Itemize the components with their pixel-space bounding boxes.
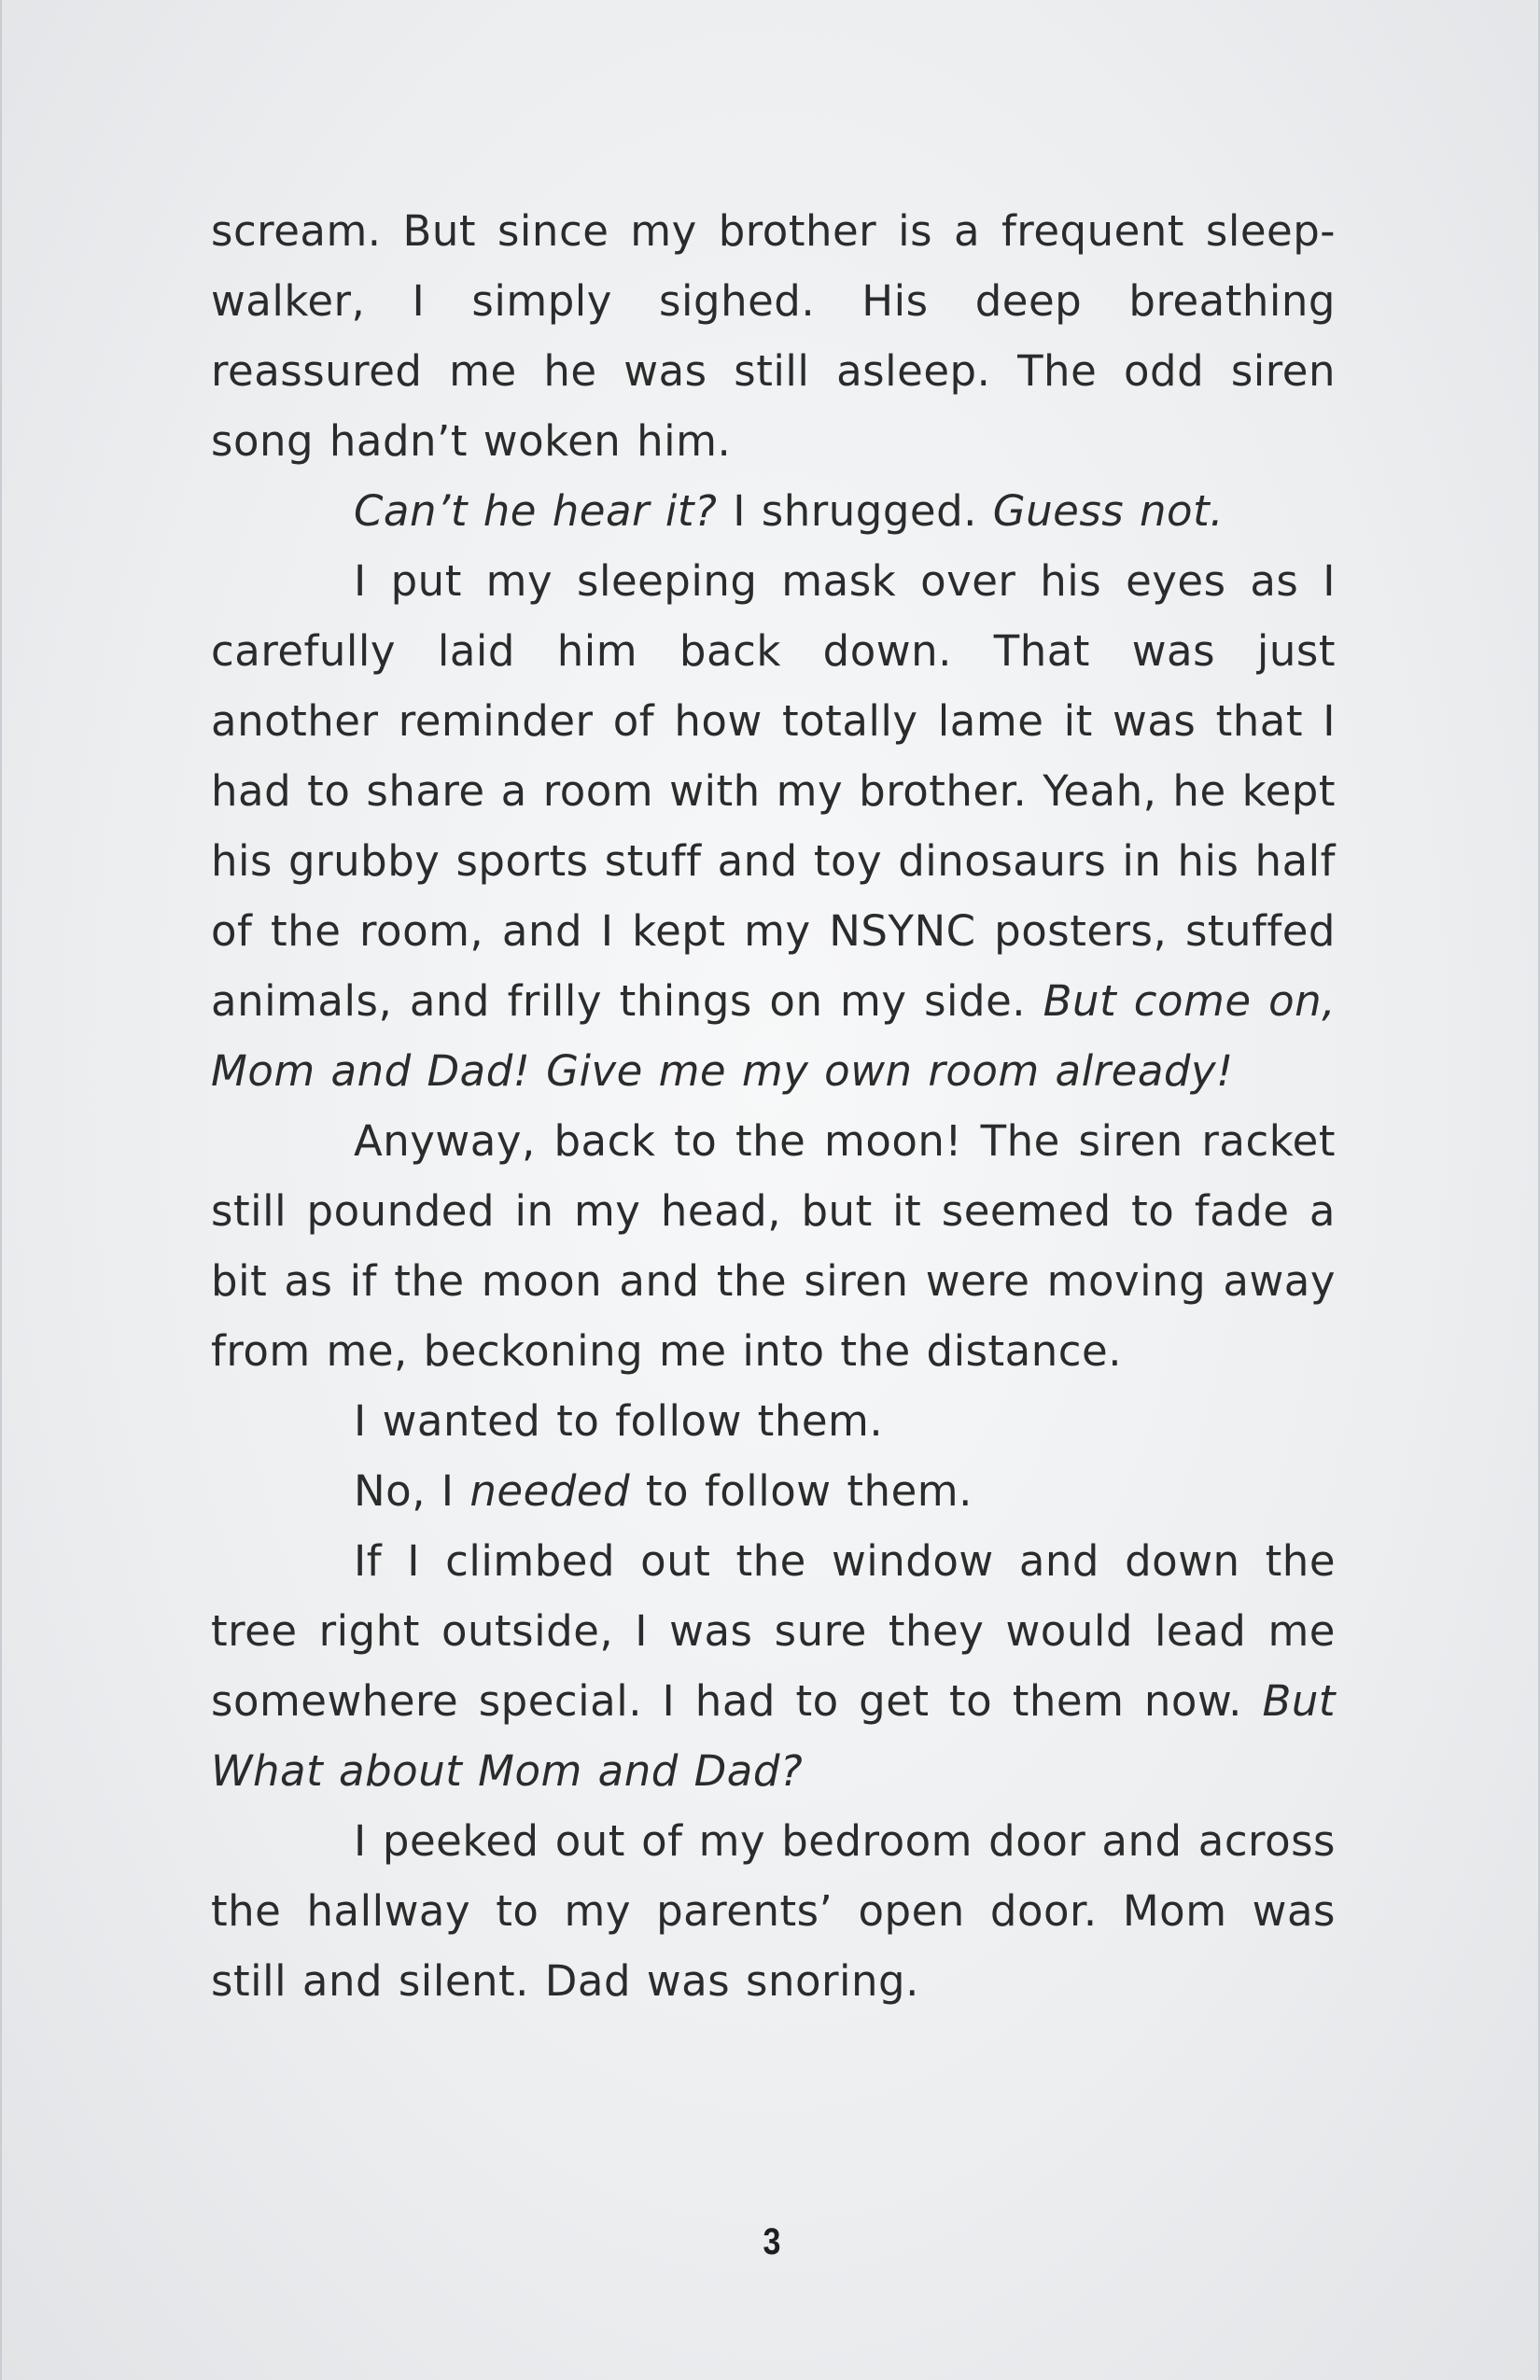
text-run: I put my sleeping mask over his eyes as I carefully laid him back down. That was just another reminder of how totally lame it was that I had to share a room with my brother. Yeah, he kept his grubby sports stuff and toy dinosaurs in his half of the room, and I kept my NSYNC posters, stuffed animals, and frilly things on my side. [211, 556, 1336, 1026]
italic-text-run: needed [469, 1466, 631, 1516]
text-run: I shrugged. [717, 486, 993, 536]
text-run: I peeked out of my bedroom door and across the hallway to my parents’ open door. Mom was still and silent. Dad was snoring. [211, 1816, 1336, 2006]
text-run: scream. But since my brother is a frequent sleep-walker, I simply sighed. His deep breathing reassured me he was still asleep. The odd siren song hadn’t woken him. [211, 206, 1336, 466]
text-run: If I climbed out the window and down the tree right outside, I was sure they would lead me somewhere special. I had to get to them now. [211, 1536, 1336, 1726]
italic-text-run: But come on, Mom and Dad! Give me my own room already! [211, 976, 1337, 1096]
page-number: 3 [763, 2221, 781, 2262]
paragraph [211, 546, 1336, 1106]
text-run: I wanted to follow them. [354, 1396, 884, 1446]
italic-text-run: Guess not. [992, 486, 1225, 536]
paragraph [211, 1806, 1336, 2016]
paragraph [211, 1526, 1336, 1806]
text-run: to follow them. [630, 1466, 973, 1516]
paragraph [211, 476, 1336, 546]
body-text [211, 196, 1336, 2016]
text-run: No, I [354, 1466, 470, 1516]
paragraph [211, 1456, 1336, 1526]
paragraph [211, 1106, 1336, 1386]
paragraph [211, 196, 1336, 476]
italic-text-run: But What about Mom and Dad? [211, 1676, 1336, 1796]
italic-text-run: Can’t he hear it? [354, 486, 718, 536]
paragraph [211, 1386, 1336, 1456]
text-run: Anyway, back to the moon! The siren racket still pounded in my head, but it seemed to fade a bit as if the moon and the siren were moving away from me, beckoning me into the distance. [211, 1116, 1336, 1376]
